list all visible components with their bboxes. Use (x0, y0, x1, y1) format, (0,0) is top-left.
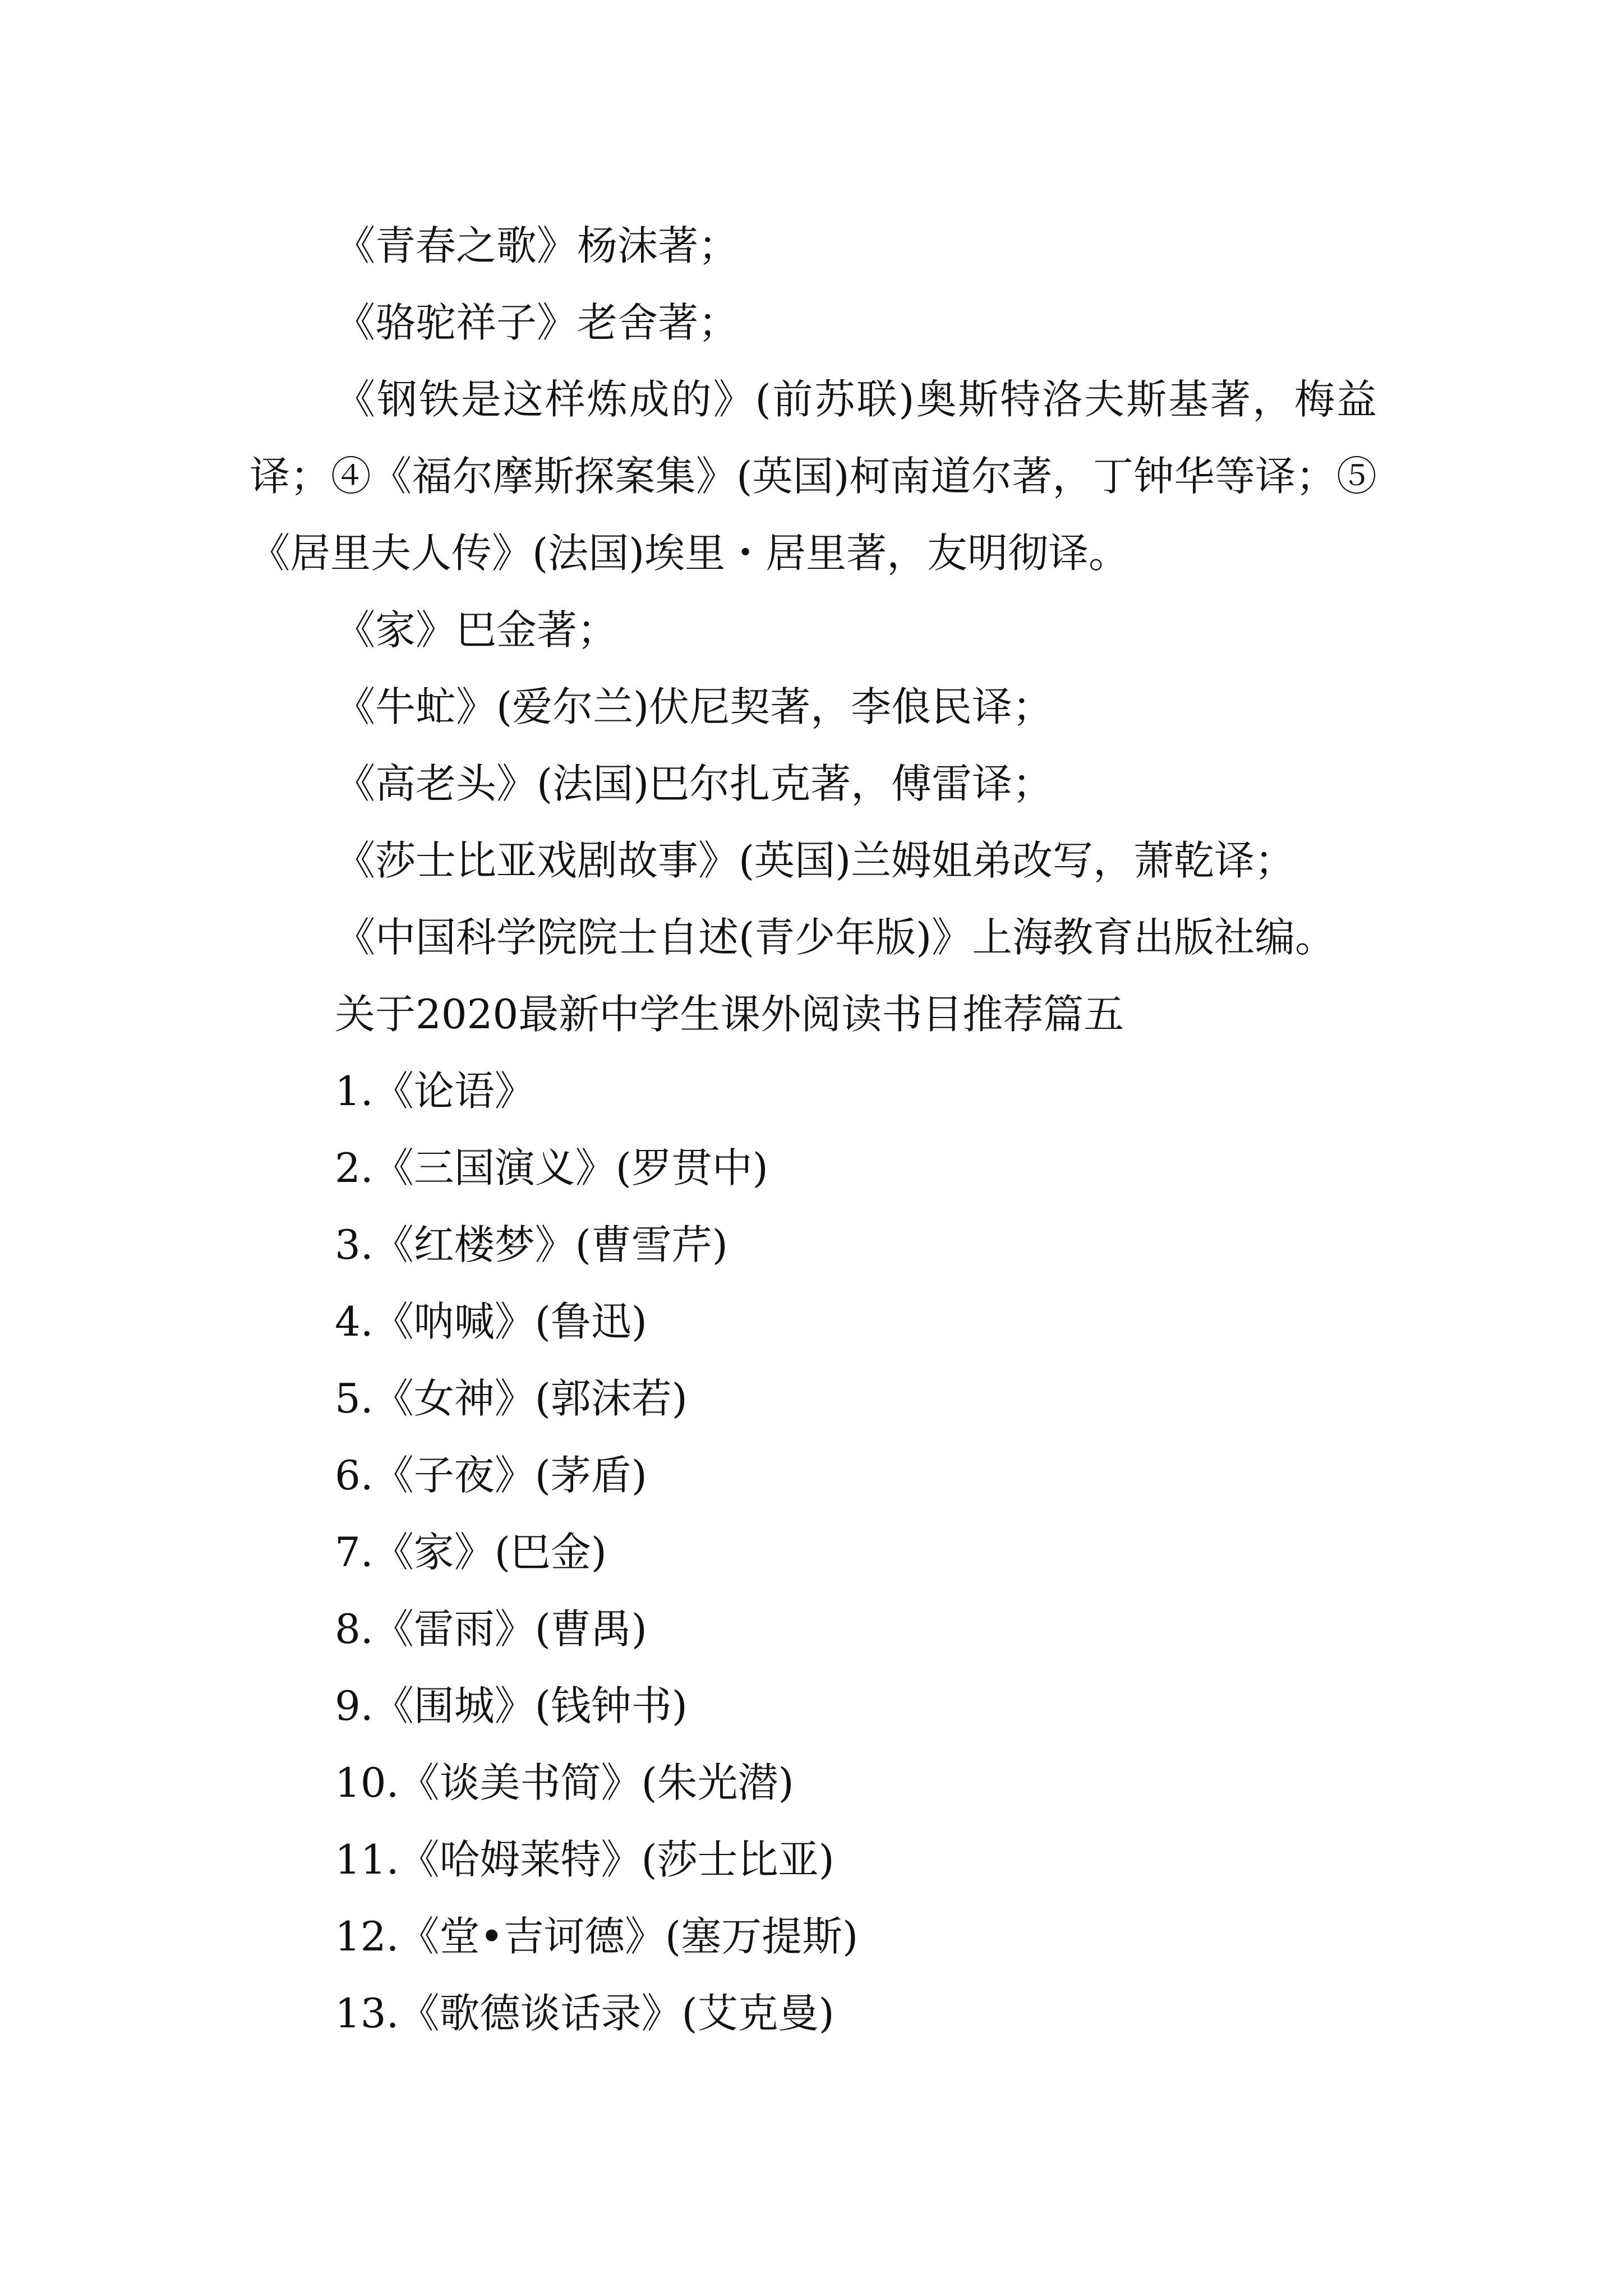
paragraph: 《家》巴金著； (335, 606, 618, 654)
list-item: 9.《围城》(钱钟书) (335, 1682, 688, 1729)
paragraph: 《中国科学院院士自述(青少年版)》上海教育出版社编。 (335, 914, 1336, 961)
list-item: 1.《论语》 (335, 1068, 535, 1115)
list-item: 11.《哈姆莱特》(莎士比亚) (335, 1836, 834, 1883)
paragraph: 《青春之歌》杨沫著； (335, 222, 739, 269)
list-item: 7.《家》(巴金) (335, 1529, 607, 1576)
list-item: 8.《雷雨》(曹禺) (335, 1605, 647, 1653)
list-item: 3.《红楼梦》(曹雪芹) (335, 1221, 728, 1268)
list-item: 5.《女神》(郭沫若) (335, 1375, 688, 1422)
paragraph: 《高老头》(法国)巴尔扎克著，傅雷译； (335, 760, 1053, 807)
paragraph: 《牛虻》(爱尔兰)伏尼契著，李俍民译； (335, 683, 1053, 730)
paragraph: 《莎士比亚戏剧故事》(英国)兰姆姐弟改写，萧乾译； (335, 837, 1295, 884)
list-item: 6.《子夜》(茅盾) (335, 1452, 647, 1499)
list-item: 10.《谈美书简》(朱光潜) (335, 1759, 794, 1806)
list-item: 4.《呐喊》(鲁迅) (335, 1298, 647, 1345)
paragraph: 《钢铁是这样炼成的》(前苏联)奥斯特洛夫斯基著，梅益译；④《福尔摩斯探案集》(英国)柯南道尔著，丁钟华等译；⑤《居里夫人传》(法国)埃里・居里著，友明彻译。 (250, 376, 1377, 577)
section-heading: 关于2020最新中学生课外阅读书目推荐篇五 (335, 991, 1124, 1038)
document-body (250, 208, 1377, 2052)
list-item: 13.《歌德谈话录》(艾克曼) (335, 1990, 834, 2037)
list-item: 12.《堂•吉诃德》(塞万提斯) (335, 1913, 859, 1960)
list-item: 2.《三国演义》(罗贯中) (335, 1144, 768, 1191)
paragraph: 《骆驼祥子》老舍著； (335, 299, 739, 346)
